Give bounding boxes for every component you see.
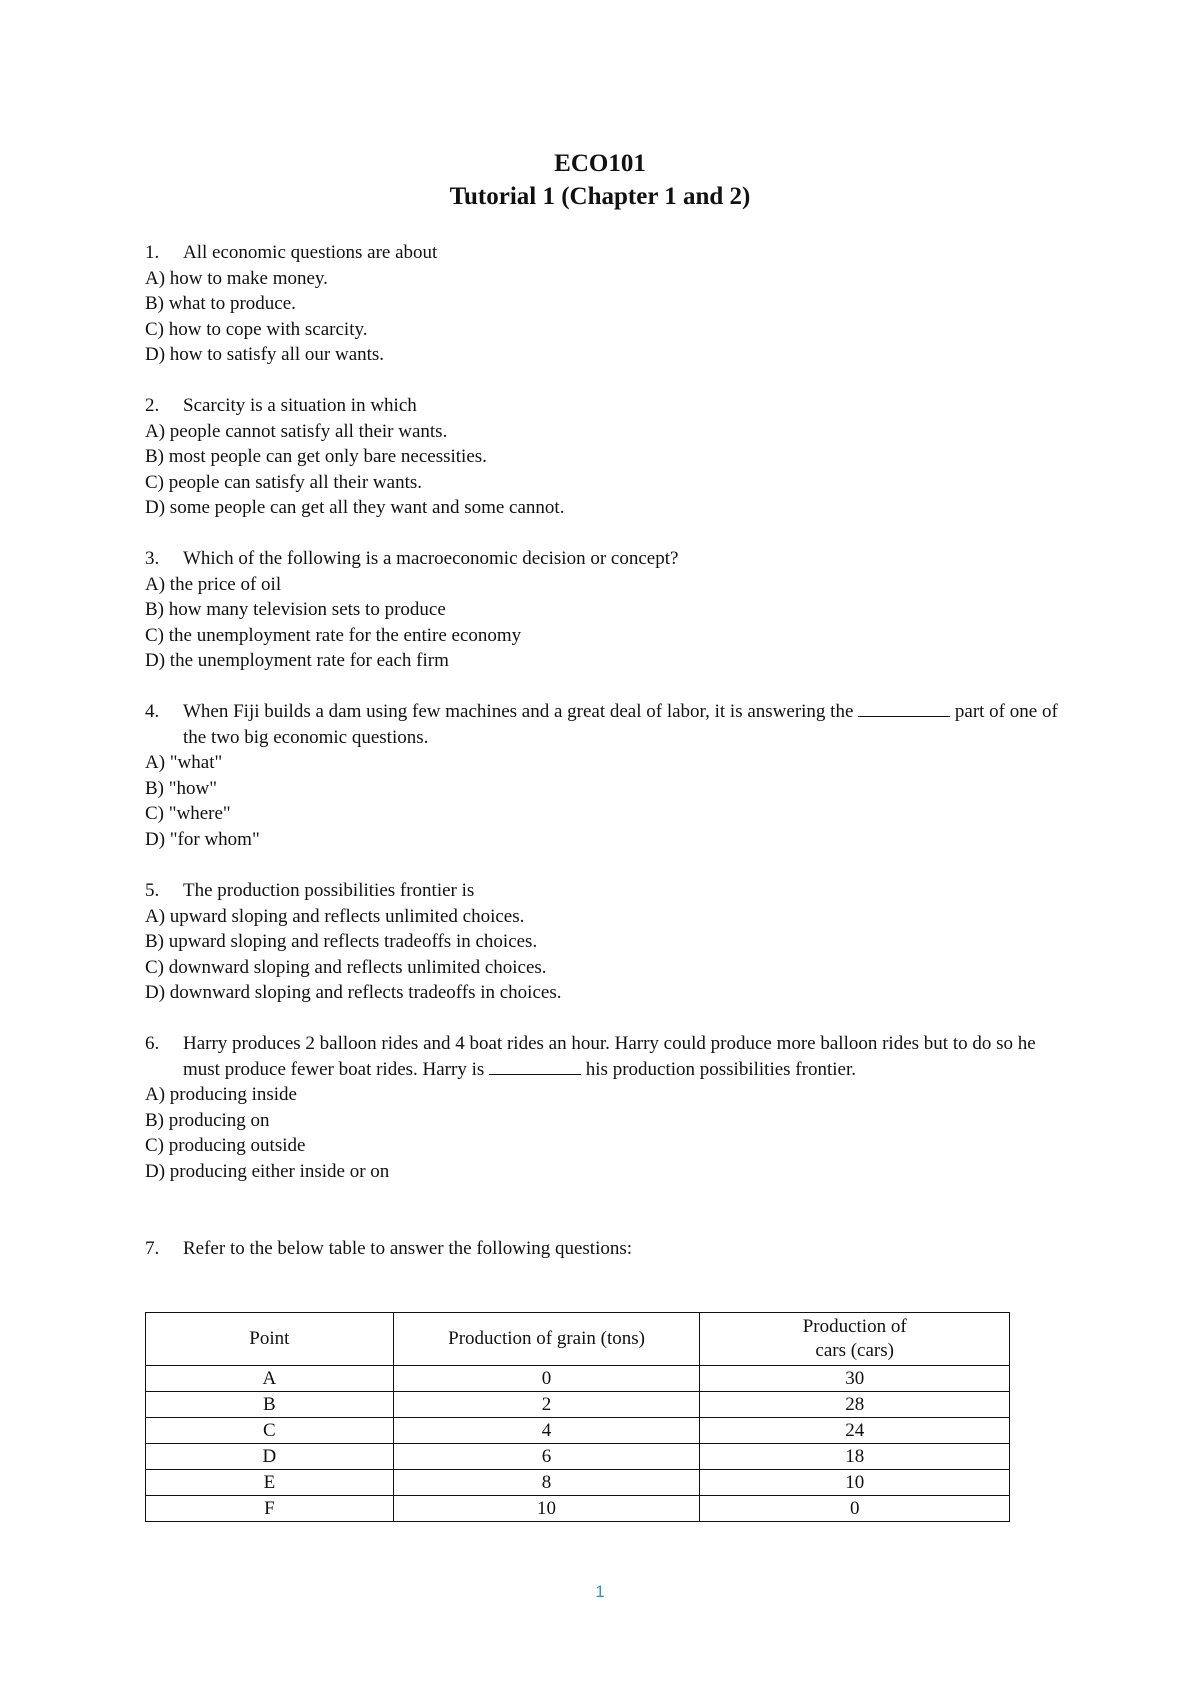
option-d: D) some people can get all they want and some cannot. (145, 497, 565, 519)
cell-cars: 18 (700, 1444, 1010, 1470)
question-stem (145, 546, 1065, 572)
cell-cars: 24 (700, 1418, 1010, 1444)
question-number: 1. (145, 242, 160, 263)
question-text-before: When Fiji builds a dam using few machines and a great deal of labor, it is answering the (183, 701, 854, 722)
header-cars-line1: Production of (802, 1316, 907, 1337)
header-cars (700, 1313, 1010, 1366)
question-number: 7. (145, 1238, 160, 1259)
question-number: 6. (145, 1033, 160, 1054)
option-c: C) downward sloping and reflects unlimited choices. (145, 956, 547, 978)
question-text: All economic questions are about (183, 242, 438, 263)
question-text: Which of the following is a macroeconomic decision or concept? (183, 548, 679, 569)
cell-grain: 2 (393, 1392, 700, 1418)
tutorial-title: Tutorial 1 (Chapter 1 and 2) (449, 183, 751, 210)
option-a: A) people cannot satisfy all their wants. (145, 420, 448, 442)
cell-cars: 30 (700, 1366, 1010, 1392)
cell-point: E (146, 1470, 394, 1496)
header-point: Point (146, 1313, 394, 1366)
option-c: C) producing outside (145, 1135, 306, 1157)
production-possibilities-table (145, 1312, 1010, 1522)
cell-grain: 4 (393, 1418, 700, 1444)
question-6 (145, 1031, 1065, 1185)
page-number: 1 (595, 1582, 605, 1601)
question-text-after: his production possibilities frontier. (585, 1058, 856, 1080)
question-3 (145, 546, 1065, 674)
option-d: D) downward sloping and reflects tradeoffs in choices. (145, 982, 562, 1004)
question-number: 4. (145, 701, 160, 722)
cell-point: A (146, 1366, 394, 1392)
question-stem (145, 393, 1065, 419)
option-a: A) producing inside (145, 1084, 297, 1106)
question-7 (145, 1236, 1065, 1262)
answer-blank (858, 700, 950, 717)
table-row (146, 1444, 1010, 1470)
option-d: D) the unemployment rate for each firm (145, 650, 449, 672)
question-number: 5. (145, 880, 160, 901)
option-b: B) most people can get only bare necessities. (145, 446, 487, 468)
option-b: B) how many television sets to produce (145, 599, 446, 621)
question-text-after: part of one of the two big economic questions. (183, 701, 1058, 748)
answer-blank (489, 1058, 581, 1075)
option-a: A) the price of oil (145, 573, 282, 595)
option-c: C) "where" (145, 803, 231, 825)
question-2 (145, 393, 1065, 521)
cell-cars: 10 (700, 1470, 1010, 1496)
header-grain: Production of grain (tons) (393, 1313, 700, 1366)
question-number: 2. (145, 395, 160, 416)
option-c: C) the unemployment rate for the entire economy (145, 624, 522, 646)
option-a: A) upward sloping and reflects unlimited choices. (145, 905, 525, 927)
option-c: C) people can satisfy all their wants. (145, 471, 423, 493)
question-stem (145, 1236, 1065, 1262)
cell-grain: 10 (393, 1496, 700, 1522)
table-header-row (146, 1313, 1010, 1366)
cell-grain: 0 (393, 1366, 700, 1392)
option-b: B) what to produce. (145, 293, 296, 315)
table-row (146, 1418, 1010, 1444)
option-a: A) "what" (145, 752, 223, 774)
option-b: B) "how" (145, 777, 217, 799)
option-a: A) how to make money. (145, 267, 328, 289)
question-text (183, 699, 1065, 750)
question-stem (145, 240, 1065, 266)
question-4 (145, 699, 1065, 853)
option-c: C) how to cope with scarcity. (145, 318, 368, 340)
course-title: ECO101 (554, 150, 646, 177)
cell-point: F (146, 1496, 394, 1522)
question-text: The production possibilities frontier is (183, 880, 475, 901)
question-text-before: Harry produces 2 balloon rides and 4 boat rides an hour. Harry could produce more balloon rides but to do so he must produce fewer boat rides. Harry is (183, 1033, 1036, 1080)
table-row (146, 1470, 1010, 1496)
question-stem (145, 1031, 1065, 1082)
question-number: 3. (145, 548, 160, 569)
option-d: D) producing either inside or on (145, 1160, 390, 1182)
question-text: Refer to the below table to answer the following questions: (183, 1238, 633, 1259)
question-stem (145, 699, 1065, 750)
cell-point: D (146, 1444, 394, 1470)
option-d: D) how to satisfy all our wants. (145, 344, 385, 366)
question-text (183, 1031, 1065, 1082)
option-d: D) "for whom" (145, 828, 260, 850)
option-b: B) upward sloping and reflects tradeoffs in choices. (145, 931, 538, 953)
question-1 (145, 240, 1065, 368)
header-cars-line2: cars (cars) (815, 1340, 894, 1361)
table-row (146, 1496, 1010, 1522)
cell-cars: 28 (700, 1392, 1010, 1418)
cell-point: B (146, 1392, 394, 1418)
cell-cars: 0 (700, 1496, 1010, 1522)
question-5 (145, 878, 1065, 1006)
question-stem (145, 878, 1065, 904)
cell-grain: 6 (393, 1444, 700, 1470)
cell-point: C (146, 1418, 394, 1444)
table-row (146, 1392, 1010, 1418)
table-row (146, 1366, 1010, 1392)
cell-grain: 8 (393, 1470, 700, 1496)
question-text: Scarcity is a situation in which (183, 395, 417, 416)
option-b: B) producing on (145, 1109, 270, 1131)
